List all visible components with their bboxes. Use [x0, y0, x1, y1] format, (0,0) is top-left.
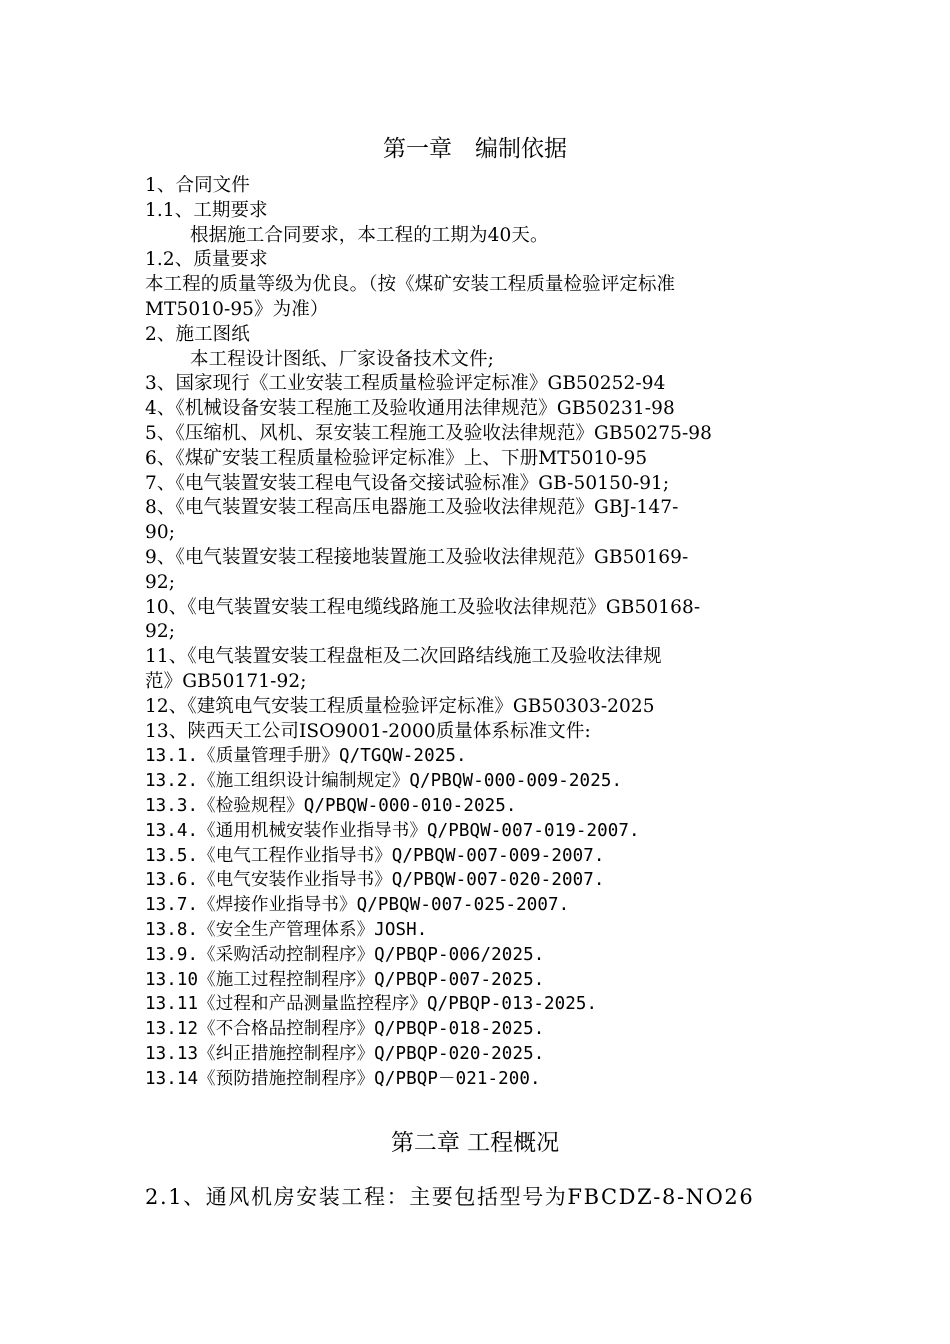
section-contract-docs: 1、合同文件 — [145, 175, 250, 196]
chapter-2-intro: 2.1、通风机房安装工程：主要包括型号为FBCDZ-8-NO26 — [145, 1185, 755, 1209]
company-standard-item: 13.13《纠正措施控制程序》Q/PBQP-020-2025. — [145, 1043, 545, 1064]
company-standard-item: 13.10《施工过程控制程序》Q/PBQP-007-2025. — [145, 969, 545, 990]
company-standard-item: 13.1.《质量管理手册》Q/TGQW-2025. — [145, 746, 467, 767]
reference-item-cont: 92; — [145, 571, 176, 593]
reference-item: 7、《电气装置安装工程电气设备交接试验标准》GB-50150-91; — [145, 472, 670, 494]
reference-item: 5、《压缩机、风机、泵安装工程施工及验收法律规范》GB50275-98 — [145, 422, 713, 444]
company-standard-item: 13.14《预防措施控制程序》Q/PBQP－021-200. — [145, 1068, 541, 1089]
subsection-schedule: 1.1、工期要求 — [145, 199, 268, 221]
company-standard-item: 13.4.《通用机械安装作业指导书》Q/PBQW-007-019-2007. — [145, 820, 640, 841]
reference-item-cont: 范》GB50171-92; — [145, 670, 307, 692]
reference-item: 10、《电气装置安装工程电缆线路施工及验收法律规范》GB50168- — [145, 596, 701, 618]
chapter-1-title: 第一章 编制依据 — [383, 136, 567, 162]
reference-item: 6、《煤矿安装工程质量检验评定标准》上、下册MT5010-95 — [145, 447, 648, 469]
reference-item: 8、《电气装置安装工程高压电器施工及验收法律规范》GBJ-147- — [145, 497, 679, 519]
company-standard-item: 13.6.《电气安装作业指导书》Q/PBQW-007-020-2007. — [145, 870, 605, 891]
company-standard-item: 13.9.《采购活动控制程序》Q/PBQP-006/2025. — [145, 944, 545, 965]
company-standard-item: 13.2.《施工组织设计编制规定》Q/PBQW-000-009-2025. — [145, 771, 623, 792]
section-drawings: 2、施工图纸 — [145, 323, 250, 345]
drawings-text: 本工程设计图纸、厂家设备技术文件; — [190, 348, 494, 370]
reference-item-cont: 92; — [145, 621, 176, 643]
quality-text-cont: MT5010-95》为准） — [145, 298, 329, 320]
reference-item: 13、陕西天工公司ISO9001-2000质量体系标准文件: — [145, 720, 591, 742]
company-standard-item: 13.7.《焊接作业指导书》Q/PBQW-007-025-2007. — [145, 895, 570, 916]
reference-item: 11、《电气装置安装工程盘柜及二次回路结线施工及验收法律规 — [145, 646, 662, 668]
company-standard-item: 13.12《不合格品控制程序》Q/PBQP-018-2025. — [145, 1019, 545, 1040]
reference-item-cont: 90; — [145, 522, 176, 544]
subsection-quality: 1.2、质量要求 — [145, 249, 268, 271]
company-standard-item: 13.8.《安全生产管理体系》JOSH. — [145, 919, 428, 940]
reference-item: 12、《建筑电气安装工程质量检验评定标准》GB50303-2025 — [145, 695, 655, 717]
quality-text: 本工程的质量等级为优良。（按《煤矿安装工程质量检验评定标准 — [145, 274, 676, 296]
chapter-1-body — [145, 174, 810, 1091]
company-standard-item: 13.3.《检验规程》Q/PBQW-000-010-2025. — [145, 795, 517, 816]
chapter-2-title: 第二章 工程概况 — [390, 1130, 560, 1156]
reference-item: 3、国家现行《工业安装工程质量检验评定标准》GB50252-94 — [145, 373, 666, 395]
reference-item: 9、《电气装置安装工程接地装置施工及验收法律规范》GB50169- — [145, 546, 689, 568]
company-standard-item: 13.11《过程和产品测量监控程序》Q/PBQP-013-2025. — [145, 994, 598, 1015]
company-standard-item: 13.5.《电气工程作业指导书》Q/PBQW-007-009-2007. — [145, 845, 605, 866]
schedule-text: 根据施工合同要求，本工程的工期为40天。 — [190, 224, 549, 246]
reference-item: 4、《机械设备安装工程施工及验收通用法律规范》GB50231-98 — [145, 398, 675, 420]
